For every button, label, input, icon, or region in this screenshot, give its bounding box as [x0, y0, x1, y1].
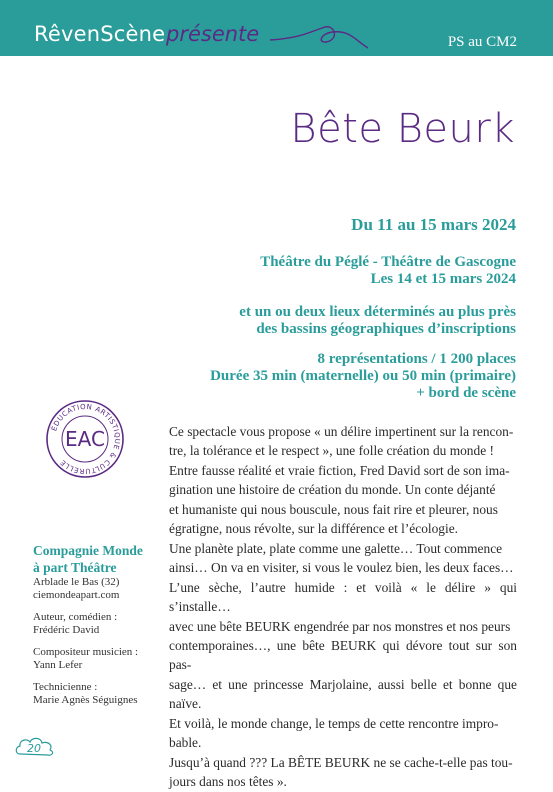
performances-extra: + bord de scène	[416, 385, 516, 401]
venue-dates: Les 14 et 15 mars 2024	[370, 271, 516, 287]
performances-duration: Durée 35 min (maternelle) ou 50 min (primaire)	[210, 368, 516, 384]
venue-name: Théâtre du Péglé - Théâtre de Gascogne	[260, 254, 516, 270]
company-location: Arblade le Bas (32)	[33, 576, 120, 588]
credit-name: Frédéric David	[33, 624, 100, 636]
body-line: L’une sèche, l’autre humide : et voilà « le délire » qui s’installe…	[169, 579, 517, 615]
date-range: Du 11 au 15 mars 2024	[351, 215, 516, 234]
body-line: égratigne, nous révolte, sur la différence et l’écologie.	[169, 521, 459, 537]
credit-technician	[33, 681, 163, 707]
places-block	[239, 304, 516, 338]
credit-role: Compositeur musicien :	[33, 646, 139, 658]
credit-author	[33, 611, 163, 637]
body-line: Jusqu’à quand ??? La BÊTE BEURK ne se cache-t-elle pas tou-	[169, 754, 513, 770]
credit-composer	[33, 646, 163, 672]
performances-count: 8 représentations / 1 200 places	[317, 351, 516, 367]
page-number-cloud-icon	[14, 734, 56, 758]
body-line: ainsi… On va en visiter, si vous le voulez bien, les deux faces…	[169, 560, 514, 576]
eac-badge-icon	[44, 398, 126, 480]
body-line: sage… et une princesse Marjolaine, aussi belle et bonne que naïve.	[169, 676, 517, 712]
show-title: Bête Beurk	[290, 106, 515, 152]
places-line-1: et un ou deux lieux déterminés au plus près	[239, 304, 516, 320]
body-line: Et voilà, le monde change, le temps de cette rencontre impro-	[169, 715, 499, 731]
company-website: ciemondeapart.com	[33, 589, 120, 601]
credit-role: Auteur, comédien :	[33, 611, 118, 623]
badge-initials: EAC	[65, 427, 105, 451]
credit-name: Yann Lefer	[33, 659, 83, 671]
page-number: 20	[27, 742, 41, 755]
company-name-line-2: à part Théâtre	[33, 560, 117, 575]
body-line: et humaniste qui nous bouscule, nous fait rire et pleurer, nous	[169, 501, 498, 517]
brand-name: RêvenScène	[34, 22, 166, 46]
body-line: jours dans nos têtes ».	[169, 774, 287, 790]
school-level: PS au CM2	[447, 34, 517, 50]
body-line: avec une bête BEURK engendrée par nos monstres et nos peurs	[169, 618, 511, 634]
sidebar-credits	[33, 542, 163, 707]
credit-name: Marie Agnès Séguignes	[33, 694, 138, 706]
credit-role: Technicienne :	[33, 681, 98, 693]
company-name-line-1: Compagnie Monde	[33, 543, 143, 558]
places-line-2: des bassins géographiques d’inscriptions	[256, 321, 516, 337]
body-line: bable.	[169, 735, 202, 751]
venue-block	[260, 254, 516, 288]
performances-block	[210, 351, 516, 402]
header-band	[0, 0, 553, 56]
body-line: gination une histoire de création du monde. Un conte déjanté	[169, 482, 496, 498]
description-text	[169, 422, 517, 792]
presente-label: présente	[166, 22, 260, 46]
body-line: tre, la tolérance et le respect », une folle création du monde !	[169, 443, 494, 459]
body-line: Ce spectacle vous propose « un délire impertinent sur la rencon-	[169, 424, 514, 439]
body-line: Une planète plate, plate comme une galette… Tout commence	[169, 540, 503, 556]
body-line: Entre fausse réalité et vraie fiction, Fred David sort de son ima-	[169, 462, 510, 478]
body-line: contemporaines…, une bête BEURK qui dévore tout sur son pas-	[169, 637, 517, 673]
company-name	[33, 542, 163, 576]
badge-ring-text: ÉDUCATION ARTISTIQUE & CULTURELLE	[50, 402, 122, 476]
